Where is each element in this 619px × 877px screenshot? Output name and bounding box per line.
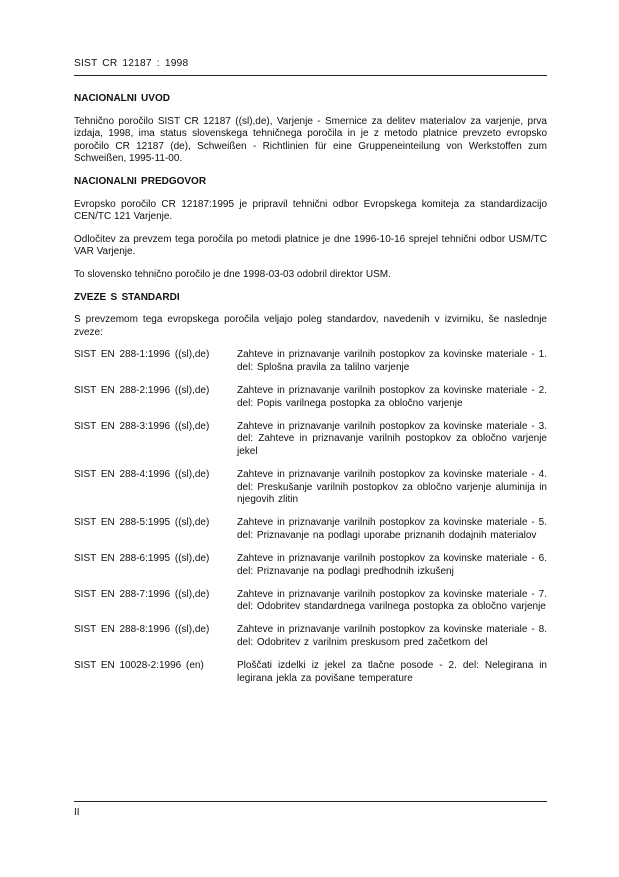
standard-description: Zahteve in priznavanje varilnih postopkov za kovinske materiale - 8. del: Odobritev z varilnim preskusom pred začetkom del — [237, 624, 547, 648]
standard-entry — [74, 660, 547, 685]
standard-entry — [74, 421, 547, 459]
standard-description: Ploščati izdelki iz jekel za tlačne posode - 2. del: Nelegirana in legirana jekla za povišane temperature — [237, 660, 547, 684]
standard-entry — [74, 349, 547, 374]
standard-entry — [74, 517, 547, 542]
paragraph: To slovensko tehnično poročilo je dne 1998-03-03 odobril direktor USM. — [74, 268, 391, 280]
standard-description: Zahteve in priznavanje varilnih postopkov za kovinske materiale - 1. del: Splošna pravila za talilno varjenje — [237, 349, 547, 373]
standard-entry — [74, 624, 547, 649]
footer-rule — [74, 801, 547, 802]
standard-description: Zahteve in priznavanje varilnih postopkov za kovinske materiale - 6. del: Priznavanje na podlagi predhodnih izkušenj — [237, 552, 547, 577]
paragraph: Odločitev za prevzem tega poročila po metodi platnice je dne 1996-10-16 sprejel tehnični odbor USM/TC VAR Varjenje. — [74, 233, 547, 258]
standard-code: SIST EN 288-3:1996 ((sl),de) — [74, 420, 210, 432]
standard-code: SIST EN 288-8:1996 ((sl),de) — [74, 624, 210, 636]
paragraph: S prevzemom tega evropskega poročila veljajo poleg standardov, navedenih v izvirniku, še naslednje zveze: — [74, 314, 547, 338]
standard-description: Zahteve in priznavanje varilnih postopkov za kovinske materiale - 4. del: Preskušanje varilnih postopkov za obločno varjenje aluminija in njegovih zlitin — [237, 468, 547, 506]
section-heading: NACIONALNI UVOD — [74, 93, 170, 104]
paragraph: Evropsko poročilo CR 12187:1995 je pripravil tehnični odbor Evropskega komiteja za standardizacijo CEN/TC 121 Varjenje. — [74, 198, 547, 223]
standard-entry — [74, 385, 547, 410]
standard-code: SIST EN 288-7:1996 ((sl),de) — [74, 588, 210, 600]
standards-list — [74, 349, 547, 685]
document-page — [74, 0, 547, 877]
section-standards — [74, 292, 547, 686]
standard-code: SIST EN 288-1:1996 ((sl),de) — [74, 349, 210, 361]
section-national-intro — [74, 93, 547, 166]
standard-code: SIST EN 10028-2:1996 (en) — [74, 660, 204, 671]
standard-code: SIST EN 288-5:1995 ((sl),de) — [74, 517, 210, 529]
standard-code: SIST EN 288-6:1995 ((sl),de) — [74, 552, 210, 564]
page-number: II — [74, 807, 80, 818]
section-heading: ZVEZE S STANDARDI — [74, 291, 180, 303]
section-national-foreword — [74, 176, 547, 282]
header-rule — [74, 75, 547, 76]
standard-description: Zahteve in priznavanje varilnih postopkov za kovinske materiale - 5. del: Priznavanje na podlagi uporabe priznanih dodajnih materialov — [237, 517, 547, 541]
section-heading: NACIONALNI PREDGOVOR — [74, 175, 207, 187]
page-content — [74, 91, 547, 696]
paragraph: Tehnično poročilo SIST CR 12187 ((sl),de), Varjenje - Smernice za delitev materialov za varjenje, prva izdaja, 1998, ima status slovenskega tehničnega poročila in je z metodo platnice prevzeto evropsko poročilo CR 12187 (de), Schweißen - Richtlinien für eine Gruppeneinteilung von Werkstoffen zum Schweißen, 1995-11-00. — [74, 115, 547, 165]
standard-entry — [74, 589, 547, 614]
standard-description: Zahteve in priznavanje varilnih postopkov za kovinske materiale - 7. del: Odobritev standardnega varilnega postopka za obločno varjenje — [237, 588, 547, 613]
standard-description: Zahteve in priznavanje varilnih postopkov za kovinske materiale - 3. del: Zahteve in priznavanje varilnih postopkov za obločno varjenje jekel — [237, 420, 547, 457]
standard-code: SIST EN 288-4:1996 ((sl),de) — [74, 468, 210, 480]
standard-description: Zahteve in priznavanje varilnih postopkov za kovinske materiale - 2. del: Popis varilnega postopka za obločno varjenje — [237, 385, 547, 409]
standard-entry — [74, 469, 547, 507]
standard-code: SIST EN 288-2:1996 ((sl),de) — [74, 385, 210, 396]
running-header: SIST CR 12187 : 1998 — [74, 58, 189, 69]
standard-entry — [74, 553, 547, 578]
